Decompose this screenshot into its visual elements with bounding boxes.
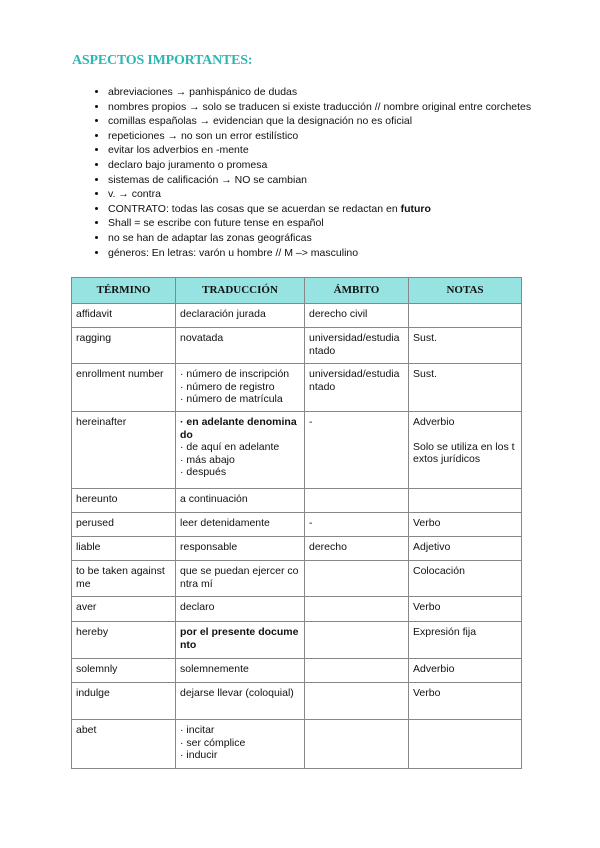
cell-traduccion xyxy=(176,720,305,769)
bullet-text: evitar los adverbios en -mente xyxy=(108,144,249,157)
cell-ambito xyxy=(305,597,409,622)
notas-extra: Solo se utiliza en los textos jurídicos xyxy=(413,440,515,466)
cell-traduccion xyxy=(176,622,305,659)
table-row xyxy=(72,304,522,328)
cell-termino xyxy=(72,328,176,364)
term-text: enrollment number xyxy=(76,368,164,381)
bullet-text: repeticiones → no son un error estilístico xyxy=(108,129,299,142)
translation-line: · inducir xyxy=(180,749,218,762)
cell-traduccion xyxy=(176,328,305,364)
table-row xyxy=(72,412,522,489)
ambito-text: derecho civil xyxy=(309,308,368,321)
cell-ambito xyxy=(305,659,409,683)
notas-text: Colocación xyxy=(413,565,465,578)
notas-text: Verbo xyxy=(413,687,441,700)
cell-traduccion xyxy=(176,304,305,328)
bullet-text: sistemas de calificación → NO se cambian xyxy=(108,173,307,186)
cell-ambito xyxy=(305,683,409,720)
notas-text: Verbo xyxy=(413,517,441,530)
cell-ambito xyxy=(305,328,409,364)
bullet-text: nombres propios → solo se traducen si existe traducción // nombre original entre corchetes xyxy=(108,100,532,113)
cell-termino xyxy=(72,683,176,720)
ambito-text: - xyxy=(309,517,313,530)
cell-notas xyxy=(409,513,522,537)
translation-line: · número de registro xyxy=(180,380,275,393)
bullet-text: CONTRATO: todas las cosas que se acuerdan se redactan en xyxy=(108,202,401,215)
term-text: liable xyxy=(76,541,101,554)
term-text: aver xyxy=(76,601,97,614)
cell-notas xyxy=(409,537,522,561)
bullet-item xyxy=(108,143,538,158)
bullet-item xyxy=(108,100,538,115)
table-row xyxy=(72,683,522,720)
table-row xyxy=(72,659,522,683)
bullet-item xyxy=(108,216,538,231)
translation-line: · de aquí en adelante xyxy=(180,441,280,454)
notas-text: Adjetivo xyxy=(413,541,451,554)
translation-line: leer detenidamente xyxy=(180,517,270,530)
table-row xyxy=(72,561,522,597)
bullet-item xyxy=(108,246,538,261)
notas-text: Sust. xyxy=(413,368,437,381)
bullet-item xyxy=(108,114,538,129)
bullet-bold-text: futuro xyxy=(400,202,431,215)
bullet-text: abreviaciones → panhispánico de dudas xyxy=(108,86,298,98)
table-row xyxy=(72,364,522,412)
translation-line: · más abajo xyxy=(180,453,235,466)
term-text: solemnly xyxy=(76,663,118,676)
cell-ambito xyxy=(305,537,409,561)
cell-notas xyxy=(409,561,522,597)
ambito-text: universidad/estudiantado xyxy=(309,368,400,393)
cell-ambito xyxy=(305,304,409,328)
cell-traduccion xyxy=(176,412,305,489)
cell-ambito xyxy=(305,561,409,597)
header-termino: TÉRMINO xyxy=(72,278,176,304)
notas-text: Expresión fija xyxy=(413,626,477,639)
cell-traduccion xyxy=(176,597,305,622)
bullet-text: Shall = se escribe con future tense en español xyxy=(108,217,324,230)
table-row xyxy=(72,537,522,561)
translation-line: declaro xyxy=(180,601,215,614)
cell-termino xyxy=(72,720,176,769)
term-text: indulge xyxy=(76,687,110,700)
translation-line: · número de matrícula xyxy=(180,393,283,406)
bullet-text: v. → contra xyxy=(108,188,161,201)
cell-termino xyxy=(72,489,176,513)
cell-notas xyxy=(409,659,522,683)
cell-ambito xyxy=(305,622,409,659)
glossary-table xyxy=(71,277,522,769)
translation-line: · número de inscripción xyxy=(180,368,290,381)
term-text: hereby xyxy=(76,626,109,639)
cell-notas xyxy=(409,489,522,513)
table-row xyxy=(72,720,522,769)
bullet-item xyxy=(108,173,538,188)
bullet-item xyxy=(108,85,538,100)
cell-notas xyxy=(409,412,522,489)
translation-line: a continuación xyxy=(180,493,248,506)
cell-traduccion xyxy=(176,513,305,537)
cell-traduccion xyxy=(176,489,305,513)
translation-line: solemnemente xyxy=(180,663,249,676)
cell-termino xyxy=(72,597,176,622)
notas-text: Sust. xyxy=(413,332,437,345)
notas-text: Adverbio xyxy=(413,416,455,429)
cell-termino xyxy=(72,304,176,328)
cell-termino xyxy=(72,364,176,412)
cell-traduccion xyxy=(176,537,305,561)
translation-line: novatada xyxy=(180,332,224,345)
cell-ambito xyxy=(305,412,409,489)
cell-ambito xyxy=(305,489,409,513)
cell-traduccion xyxy=(176,659,305,683)
cell-termino xyxy=(72,561,176,597)
term-text: to be taken against me xyxy=(76,565,165,590)
table-row xyxy=(72,489,522,513)
header-traduccion: TRADUCCIÓN xyxy=(176,278,305,304)
cell-termino xyxy=(72,659,176,683)
term-text: perused xyxy=(76,517,114,530)
notas-text: Adverbio xyxy=(413,663,455,676)
cell-termino xyxy=(72,537,176,561)
table-row xyxy=(72,328,522,364)
cell-traduccion xyxy=(176,561,305,597)
table-row xyxy=(72,513,522,537)
table-row xyxy=(72,597,522,622)
bullet-text: géneros: En letras: varón u hombre // M –> masculino xyxy=(108,246,359,259)
bullet-item xyxy=(108,187,538,202)
translation-line: · incitar xyxy=(180,724,215,737)
cell-notas xyxy=(409,328,522,364)
translation-line: · después xyxy=(180,466,227,479)
cell-notas xyxy=(409,720,522,769)
translation-line: declaración jurada xyxy=(180,308,266,321)
translation-bold: por el presente documento xyxy=(180,626,299,651)
term-text: hereunto xyxy=(76,493,118,506)
bullet-text: comillas españolas → evidencian que la designación no es oficial xyxy=(108,115,413,128)
cell-notas xyxy=(409,683,522,720)
translation-line: responsable xyxy=(180,541,238,554)
bullet-item xyxy=(108,129,538,144)
cell-termino xyxy=(72,513,176,537)
cell-traduccion xyxy=(176,683,305,720)
bullet-text: declaro bajo juramento o promesa xyxy=(108,158,268,171)
cell-termino xyxy=(72,622,176,659)
cell-termino xyxy=(72,412,176,489)
cell-notas xyxy=(409,364,522,412)
translation-line: · ser cómplice xyxy=(180,736,246,749)
term-text: affidavit xyxy=(76,308,112,321)
bullet-item xyxy=(108,231,538,246)
ambito-text: - xyxy=(309,416,313,429)
key-points-list xyxy=(72,85,538,260)
cell-notas xyxy=(409,597,522,622)
term-text: abet xyxy=(76,724,97,737)
bullet-text: no se han de adaptar las zonas geográficas xyxy=(108,231,312,244)
notas-text: Verbo xyxy=(413,601,441,614)
translation-line: dejarse llevar (coloquial) xyxy=(180,687,294,700)
ambito-text: derecho xyxy=(309,541,347,554)
translation-bold: · en adelante denominado xyxy=(180,416,297,441)
cell-ambito xyxy=(305,513,409,537)
bullet-item xyxy=(108,202,538,217)
section-title: ASPECTOS IMPORTANTES: xyxy=(72,53,253,68)
translation-line: que se puedan ejercer contra mí xyxy=(180,565,299,590)
header-notas: NOTAS xyxy=(409,278,522,304)
table-header-row xyxy=(72,278,522,304)
term-text: ragging xyxy=(76,332,112,345)
ambito-text: universidad/estudiantado xyxy=(309,332,400,357)
table-row xyxy=(72,622,522,659)
cell-ambito xyxy=(305,720,409,769)
cell-ambito xyxy=(305,364,409,412)
cell-traduccion xyxy=(176,364,305,412)
term-text: hereinafter xyxy=(76,416,127,429)
cell-notas xyxy=(409,622,522,659)
bullet-item xyxy=(108,158,538,173)
header-ambito: ÁMBITO xyxy=(305,278,409,304)
cell-notas xyxy=(409,304,522,328)
